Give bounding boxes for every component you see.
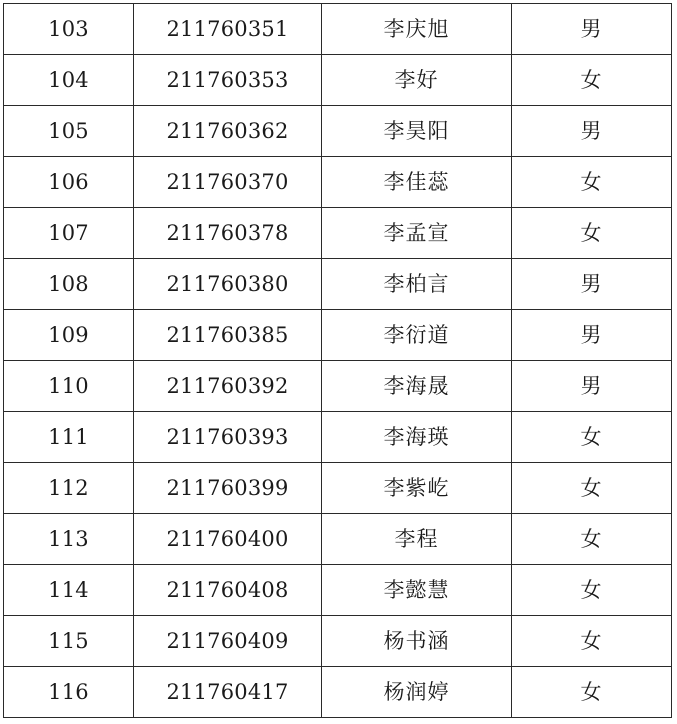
- name-cell: 杨书涵: [322, 616, 512, 667]
- seq-cell: 105: [4, 106, 134, 157]
- name-cell: 李庆旭: [322, 4, 512, 55]
- gender-cell: 女: [512, 616, 672, 667]
- gender-cell: 男: [512, 361, 672, 412]
- seq-cell: 114: [4, 565, 134, 616]
- gender-cell: 女: [512, 208, 672, 259]
- student-id-cell: 211760400: [134, 514, 322, 565]
- student-id-cell: 211760417: [134, 667, 322, 718]
- name-cell: 李程: [322, 514, 512, 565]
- student-id-cell: 211760399: [134, 463, 322, 514]
- student-id-cell: 211760392: [134, 361, 322, 412]
- table-row: [4, 310, 672, 361]
- gender-cell: 男: [512, 259, 672, 310]
- student-id-cell: 211760378: [134, 208, 322, 259]
- table-row: [4, 616, 672, 667]
- gender-cell: 女: [512, 157, 672, 208]
- table-row: [4, 361, 672, 412]
- table-row: [4, 106, 672, 157]
- name-cell: 李紫屹: [322, 463, 512, 514]
- table-row: [4, 667, 672, 718]
- student-id-cell: 211760385: [134, 310, 322, 361]
- table-row: [4, 463, 672, 514]
- student-id-cell: 211760393: [134, 412, 322, 463]
- name-cell: 杨润婷: [322, 667, 512, 718]
- seq-cell: 112: [4, 463, 134, 514]
- gender-cell: 女: [512, 514, 672, 565]
- seq-cell: 115: [4, 616, 134, 667]
- seq-cell: 111: [4, 412, 134, 463]
- seq-cell: 109: [4, 310, 134, 361]
- seq-cell: 113: [4, 514, 134, 565]
- student-id-cell: 211760409: [134, 616, 322, 667]
- student-id-cell: 211760408: [134, 565, 322, 616]
- table-row: [4, 565, 672, 616]
- gender-cell: 女: [512, 463, 672, 514]
- seq-cell: 116: [4, 667, 134, 718]
- table-row: [4, 412, 672, 463]
- name-cell: 李海瑛: [322, 412, 512, 463]
- name-cell: 李佳蕊: [322, 157, 512, 208]
- student-id-cell: 211760362: [134, 106, 322, 157]
- table-row: [4, 55, 672, 106]
- name-cell: 李昊阳: [322, 106, 512, 157]
- student-id-cell: 211760380: [134, 259, 322, 310]
- name-cell: 李孟宣: [322, 208, 512, 259]
- gender-cell: 女: [512, 55, 672, 106]
- student-id-cell: 211760351: [134, 4, 322, 55]
- gender-cell: 女: [512, 667, 672, 718]
- gender-cell: 女: [512, 412, 672, 463]
- seq-cell: 110: [4, 361, 134, 412]
- seq-cell: 108: [4, 259, 134, 310]
- table-row: [4, 259, 672, 310]
- table-row: [4, 514, 672, 565]
- gender-cell: 男: [512, 106, 672, 157]
- name-cell: 李懿慧: [322, 565, 512, 616]
- student-id-cell: 211760370: [134, 157, 322, 208]
- student-roster-table: [3, 3, 672, 718]
- gender-cell: 男: [512, 4, 672, 55]
- seq-cell: 107: [4, 208, 134, 259]
- gender-cell: 女: [512, 565, 672, 616]
- seq-cell: 104: [4, 55, 134, 106]
- name-cell: 李好: [322, 55, 512, 106]
- name-cell: 李柏言: [322, 259, 512, 310]
- student-id-cell: 211760353: [134, 55, 322, 106]
- seq-cell: 106: [4, 157, 134, 208]
- name-cell: 李海晟: [322, 361, 512, 412]
- gender-cell: 男: [512, 310, 672, 361]
- seq-cell: 103: [4, 4, 134, 55]
- table-row: [4, 157, 672, 208]
- table-row: [4, 4, 672, 55]
- table-row: [4, 208, 672, 259]
- name-cell: 李衍道: [322, 310, 512, 361]
